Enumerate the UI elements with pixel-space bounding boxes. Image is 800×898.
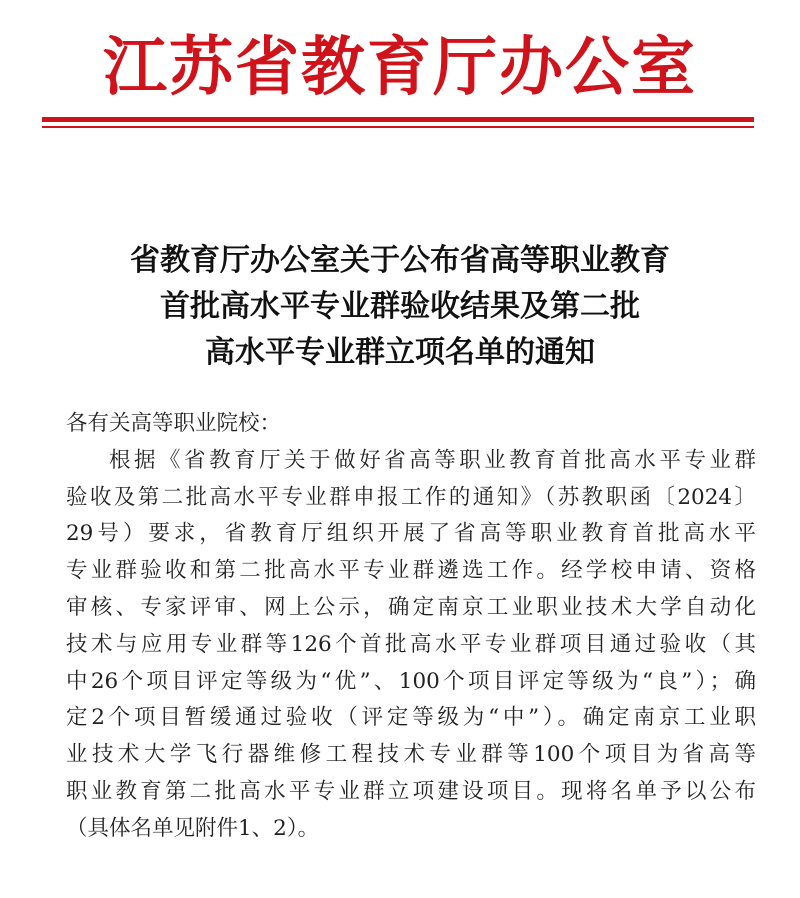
body-line: （具体名单见附件1、2）。 bbox=[66, 815, 320, 841]
masthead-rule-thin bbox=[42, 126, 754, 128]
body-line: 29号）要求，省教育厅组织开展了省高等职业教育首批高水平 bbox=[66, 521, 756, 547]
body-line: 专业群验收和第二批高水平专业群遴选工作。经学校申请、资格 bbox=[66, 558, 756, 584]
body-line: 验收及第二批高水平专业群申报工作的通知》（苏教职函〔2024〕 bbox=[66, 484, 756, 510]
notice-title bbox=[0, 238, 800, 376]
notice-title-line: 高水平专业群立项名单的通知 bbox=[205, 335, 595, 370]
notice-body bbox=[66, 406, 756, 848]
body-line: 职业教育第二批高水平专业群立项建设项目。现将名单予以公布 bbox=[66, 778, 756, 804]
notice-title-line: 省教育厅办公室关于公布省高等职业教育 bbox=[130, 243, 670, 278]
body-line: 定2个项目暂缓通过验收（评定等级为“中”）。确定南京工业职 bbox=[66, 705, 756, 731]
body-line: 业技术大学飞行器维修工程技术专业群等100个项目为省高等 bbox=[66, 742, 756, 768]
body-line: 中26个项目评定等级为“优”、100个项目评定等级为“良”）；确 bbox=[66, 668, 756, 694]
salutation: 各有关高等职业院校： bbox=[66, 411, 282, 436]
body-line: 根据《省教育厅关于做好省高等职业教育首批高水平专业群 bbox=[109, 447, 756, 473]
body-line: 审核、专家评审、网上公示，确定南京工业职业技术大学自动化 bbox=[66, 594, 756, 620]
masthead-office-name: 江苏省教育厅办公室 bbox=[103, 30, 697, 105]
notice-title-line: 首批高水平专业群验收结果及第二批 bbox=[160, 289, 640, 324]
body-line: 技术与应用专业群等126个首批高水平专业群项目通过验收（其 bbox=[66, 631, 756, 657]
masthead-rule-thick bbox=[42, 117, 754, 122]
